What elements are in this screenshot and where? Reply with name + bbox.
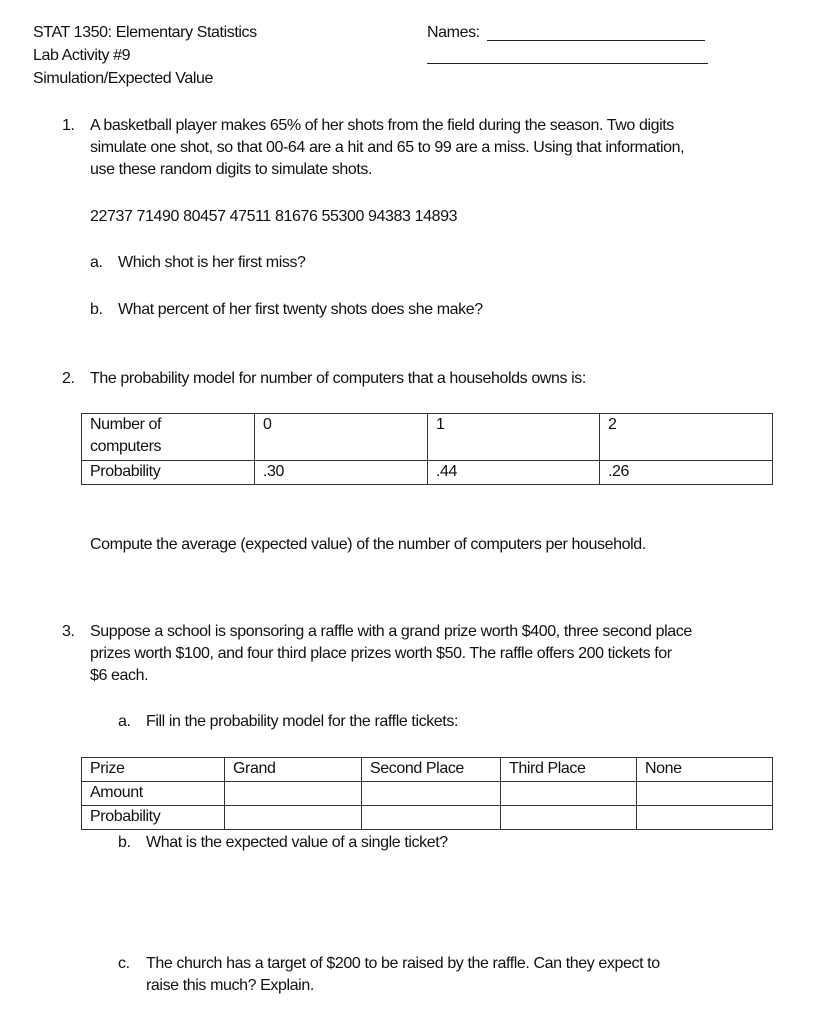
q3b-text: What is the expected value of a single ticket?: [146, 834, 448, 851]
row-header-number-of-computers: [82, 414, 255, 461]
answer-cell[interactable]: [225, 782, 362, 806]
q1a-text: Which shot is her first miss?: [118, 254, 306, 271]
answer-cell[interactable]: [637, 782, 773, 806]
table-cell: 1: [428, 414, 600, 461]
lab-number: Lab Activity #9: [33, 47, 131, 64]
q3c-text-line1: The church has a target of $200 to be raised by the raffle. Can they expect to: [146, 955, 660, 972]
q3c-label: c.: [118, 955, 130, 972]
names-line-2[interactable]: [427, 63, 708, 64]
names-line-1[interactable]: [487, 40, 705, 41]
table-row: [82, 758, 773, 782]
table-row: [82, 782, 773, 806]
raffle-probability-table: [81, 757, 773, 830]
column-header-none: None: [637, 758, 773, 782]
table-row: [82, 414, 773, 461]
answer-cell[interactable]: [501, 806, 637, 830]
row-header-prize: Prize: [82, 758, 225, 782]
table-cell: 2: [600, 414, 773, 461]
course-title: STAT 1350: Elementary Statistics: [33, 24, 257, 41]
q1b-label: b.: [90, 301, 103, 318]
computers-probability-table: [81, 413, 773, 485]
q1-random-digits: 22737 71490 80457 47511 81676 55300 94383 14893: [90, 208, 458, 225]
table-cell: .30: [255, 461, 428, 485]
q3c-text-line2: raise this much? Explain.: [146, 977, 314, 994]
table-cell: .26: [600, 461, 773, 485]
table-row: [82, 461, 773, 485]
table-cell: .44: [428, 461, 600, 485]
column-header-third-place: Third Place: [501, 758, 637, 782]
q3a-label: a.: [118, 713, 131, 730]
answer-cell[interactable]: [637, 806, 773, 830]
q3a-text: Fill in the probability model for the raffle tickets:: [146, 713, 458, 730]
q1-text-line3: use these random digits to simulate shots.: [90, 161, 373, 178]
q2-prompt: Compute the average (expected value) of the number of computers per household.: [90, 536, 646, 553]
answer-cell[interactable]: [362, 806, 501, 830]
q3-text-line3: $6 each.: [90, 667, 149, 684]
answer-cell[interactable]: [362, 782, 501, 806]
row-header-line2: computers: [90, 438, 162, 455]
column-header-grand: Grand: [225, 758, 362, 782]
lab-topic: Simulation/Expected Value: [33, 70, 214, 87]
q3b-label: b.: [118, 834, 131, 851]
row-header-probability: Probability: [82, 461, 255, 485]
table-cell: 0: [255, 414, 428, 461]
q2-text: The probability model for number of computers that a households owns is:: [90, 370, 586, 387]
q1b-text: What percent of her first twenty shots does she make?: [118, 301, 483, 318]
q3-number: 3.: [62, 623, 75, 640]
row-header-line1: Number of: [90, 416, 162, 433]
answer-cell[interactable]: [501, 782, 637, 806]
q2-number: 2.: [62, 370, 75, 387]
q1a-label: a.: [90, 254, 103, 271]
table-row: [82, 806, 773, 830]
row-header-amount: Amount: [82, 782, 225, 806]
q1-number: 1.: [62, 117, 75, 134]
names-label: Names:: [427, 24, 480, 41]
q1-text-line2: simulate one shot, so that 00-64 are a hit and 65 to 99 are a miss. Using that information,: [90, 139, 685, 156]
row-header-probability: Probability: [82, 806, 225, 830]
column-header-second-place: Second Place: [362, 758, 501, 782]
q3-text-line2: prizes worth $100, and four third place prizes worth $50. The raffle offers 200 tickets for: [90, 645, 672, 662]
q3-text-line1: Suppose a school is sponsoring a raffle with a grand prize worth $400, three second place: [90, 623, 692, 640]
answer-cell[interactable]: [225, 806, 362, 830]
q1-text-line1: A basketball player makes 65% of her shots from the field during the season. Two digits: [90, 117, 674, 134]
